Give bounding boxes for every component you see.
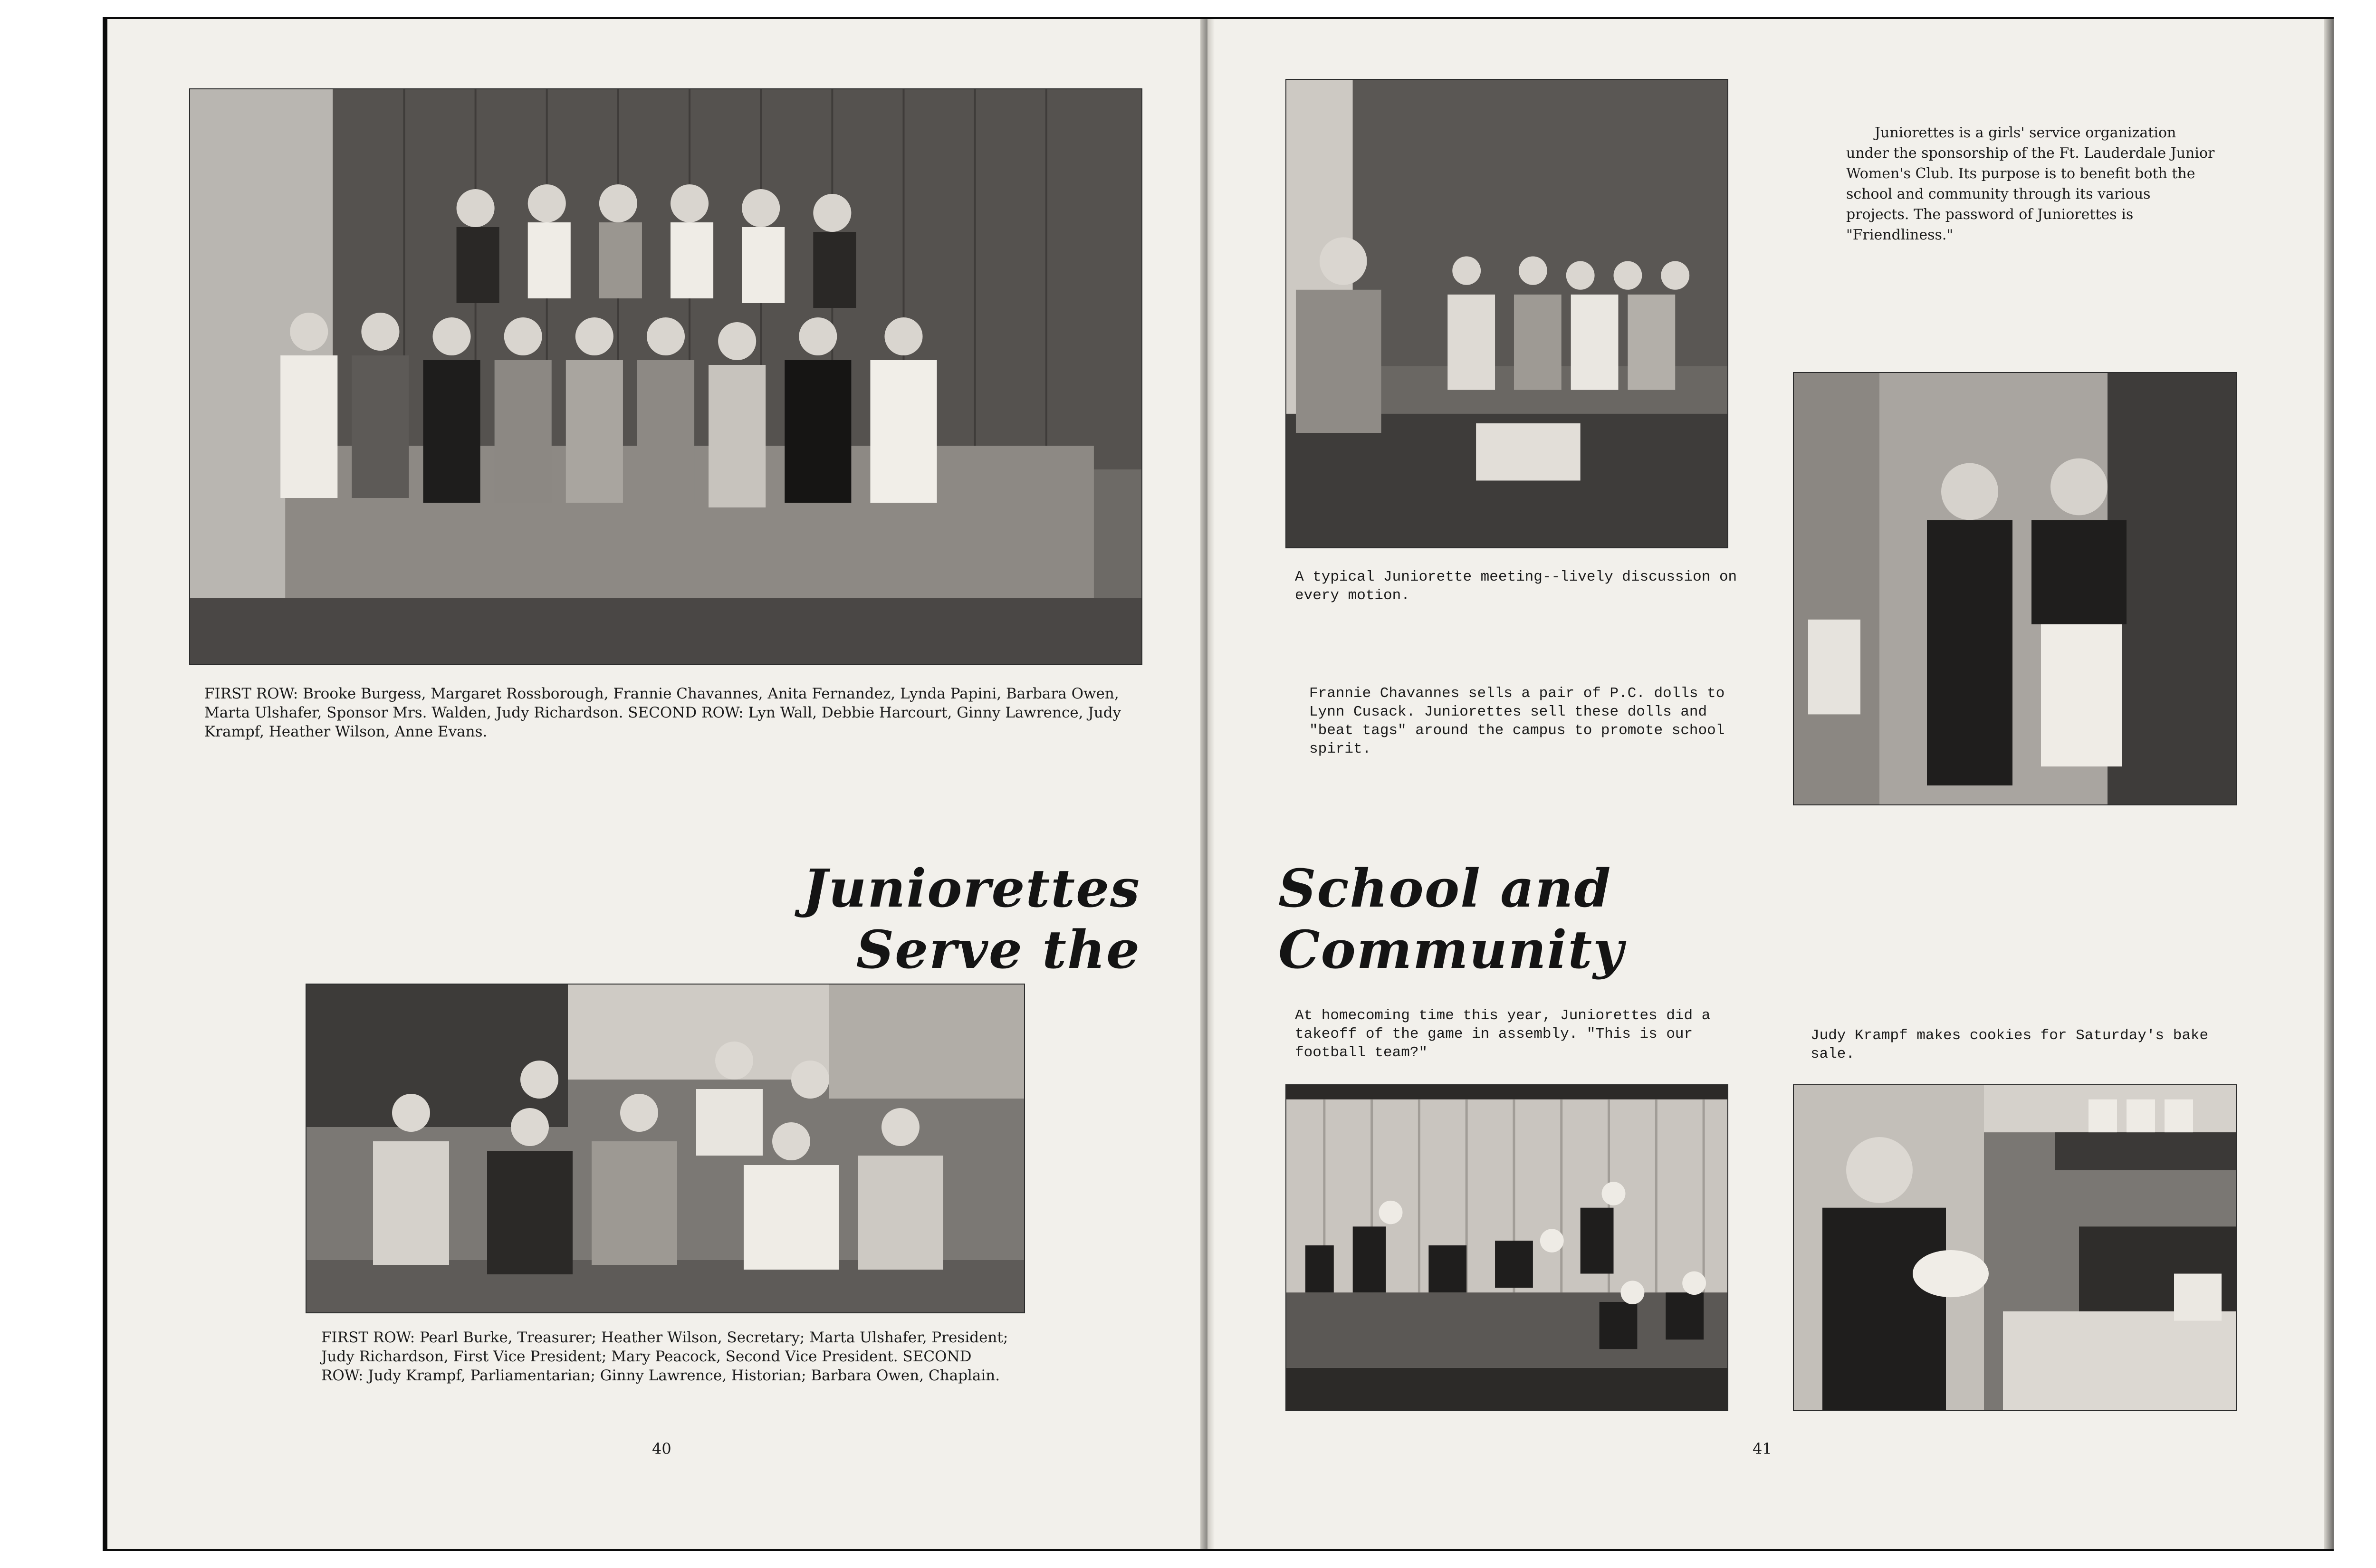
cookies-photo	[1793, 1084, 2237, 1411]
headline-left: Juniorettes Serve the	[803, 858, 1140, 980]
meeting-photo	[1285, 79, 1728, 548]
homecoming-photo-caption: At homecoming time this year, Juniorettes did a takeoff of the game in assembly. "This is our football team?"	[1295, 1007, 1711, 1061]
group-photo-caption: FIRST ROW: Brooke Burgess, Margaret Rossborough, Frannie Chavannes, Anita Fernandez, Lynda Papini, Barbara Owen, Marta Ulshafer, Sponsor Mrs. Walden, Judy Richardson. SECOND ROW: Lyn Wall, Debbie Harcourt, Ginny Lawrence, Judy Krampf, Heather Wilson, Anne Evans.	[204, 685, 1121, 740]
dolls-photo	[1793, 372, 2237, 805]
officers-photo	[306, 984, 1025, 1313]
meeting-photo-caption: A typical Juniorette meeting--lively discussion on every motion.	[1295, 569, 1737, 604]
headline-right: School and Community	[1278, 858, 1625, 980]
dolls-photo-caption: Frannie Chavannes sells a pair of P.C. dolls to Lynn Cusack. Juniorettes sell these dolls and "beat tags" around the campus to promote school spirit.	[1309, 685, 1725, 757]
homecoming-photo	[1285, 1084, 1728, 1411]
page-edge	[2324, 19, 2334, 1549]
group-photo	[189, 88, 1142, 665]
officers-photo-caption: FIRST ROW: Pearl Burke, Treasurer; Heather Wilson, Secretary; Marta Ulshafer, President; Judy Richardson, First Vice President; Mary Peacock, Second Vice President. SECOND ROW: Judy Krampf, Parliamentarian; Ginny Lawrence, Historian; Barbara Owen, Chaplain.	[321, 1329, 1008, 1384]
cookies-photo-caption: Judy Krampf makes cookies for Saturday's bake sale.	[1811, 1027, 2209, 1062]
intro-paragraph: Juniorettes is a girls' service organization under the sponsorship of the Ft. Lauderdale Junior Women's Club. Its purpose is to benefit both the school and community through its various projects. The password of Juniorettes is "Friendliness."	[1846, 124, 2215, 243]
book-gutter	[1200, 19, 1215, 1549]
page-number-left: 40	[652, 1440, 671, 1458]
page-number-right: 41	[1753, 1440, 1772, 1458]
